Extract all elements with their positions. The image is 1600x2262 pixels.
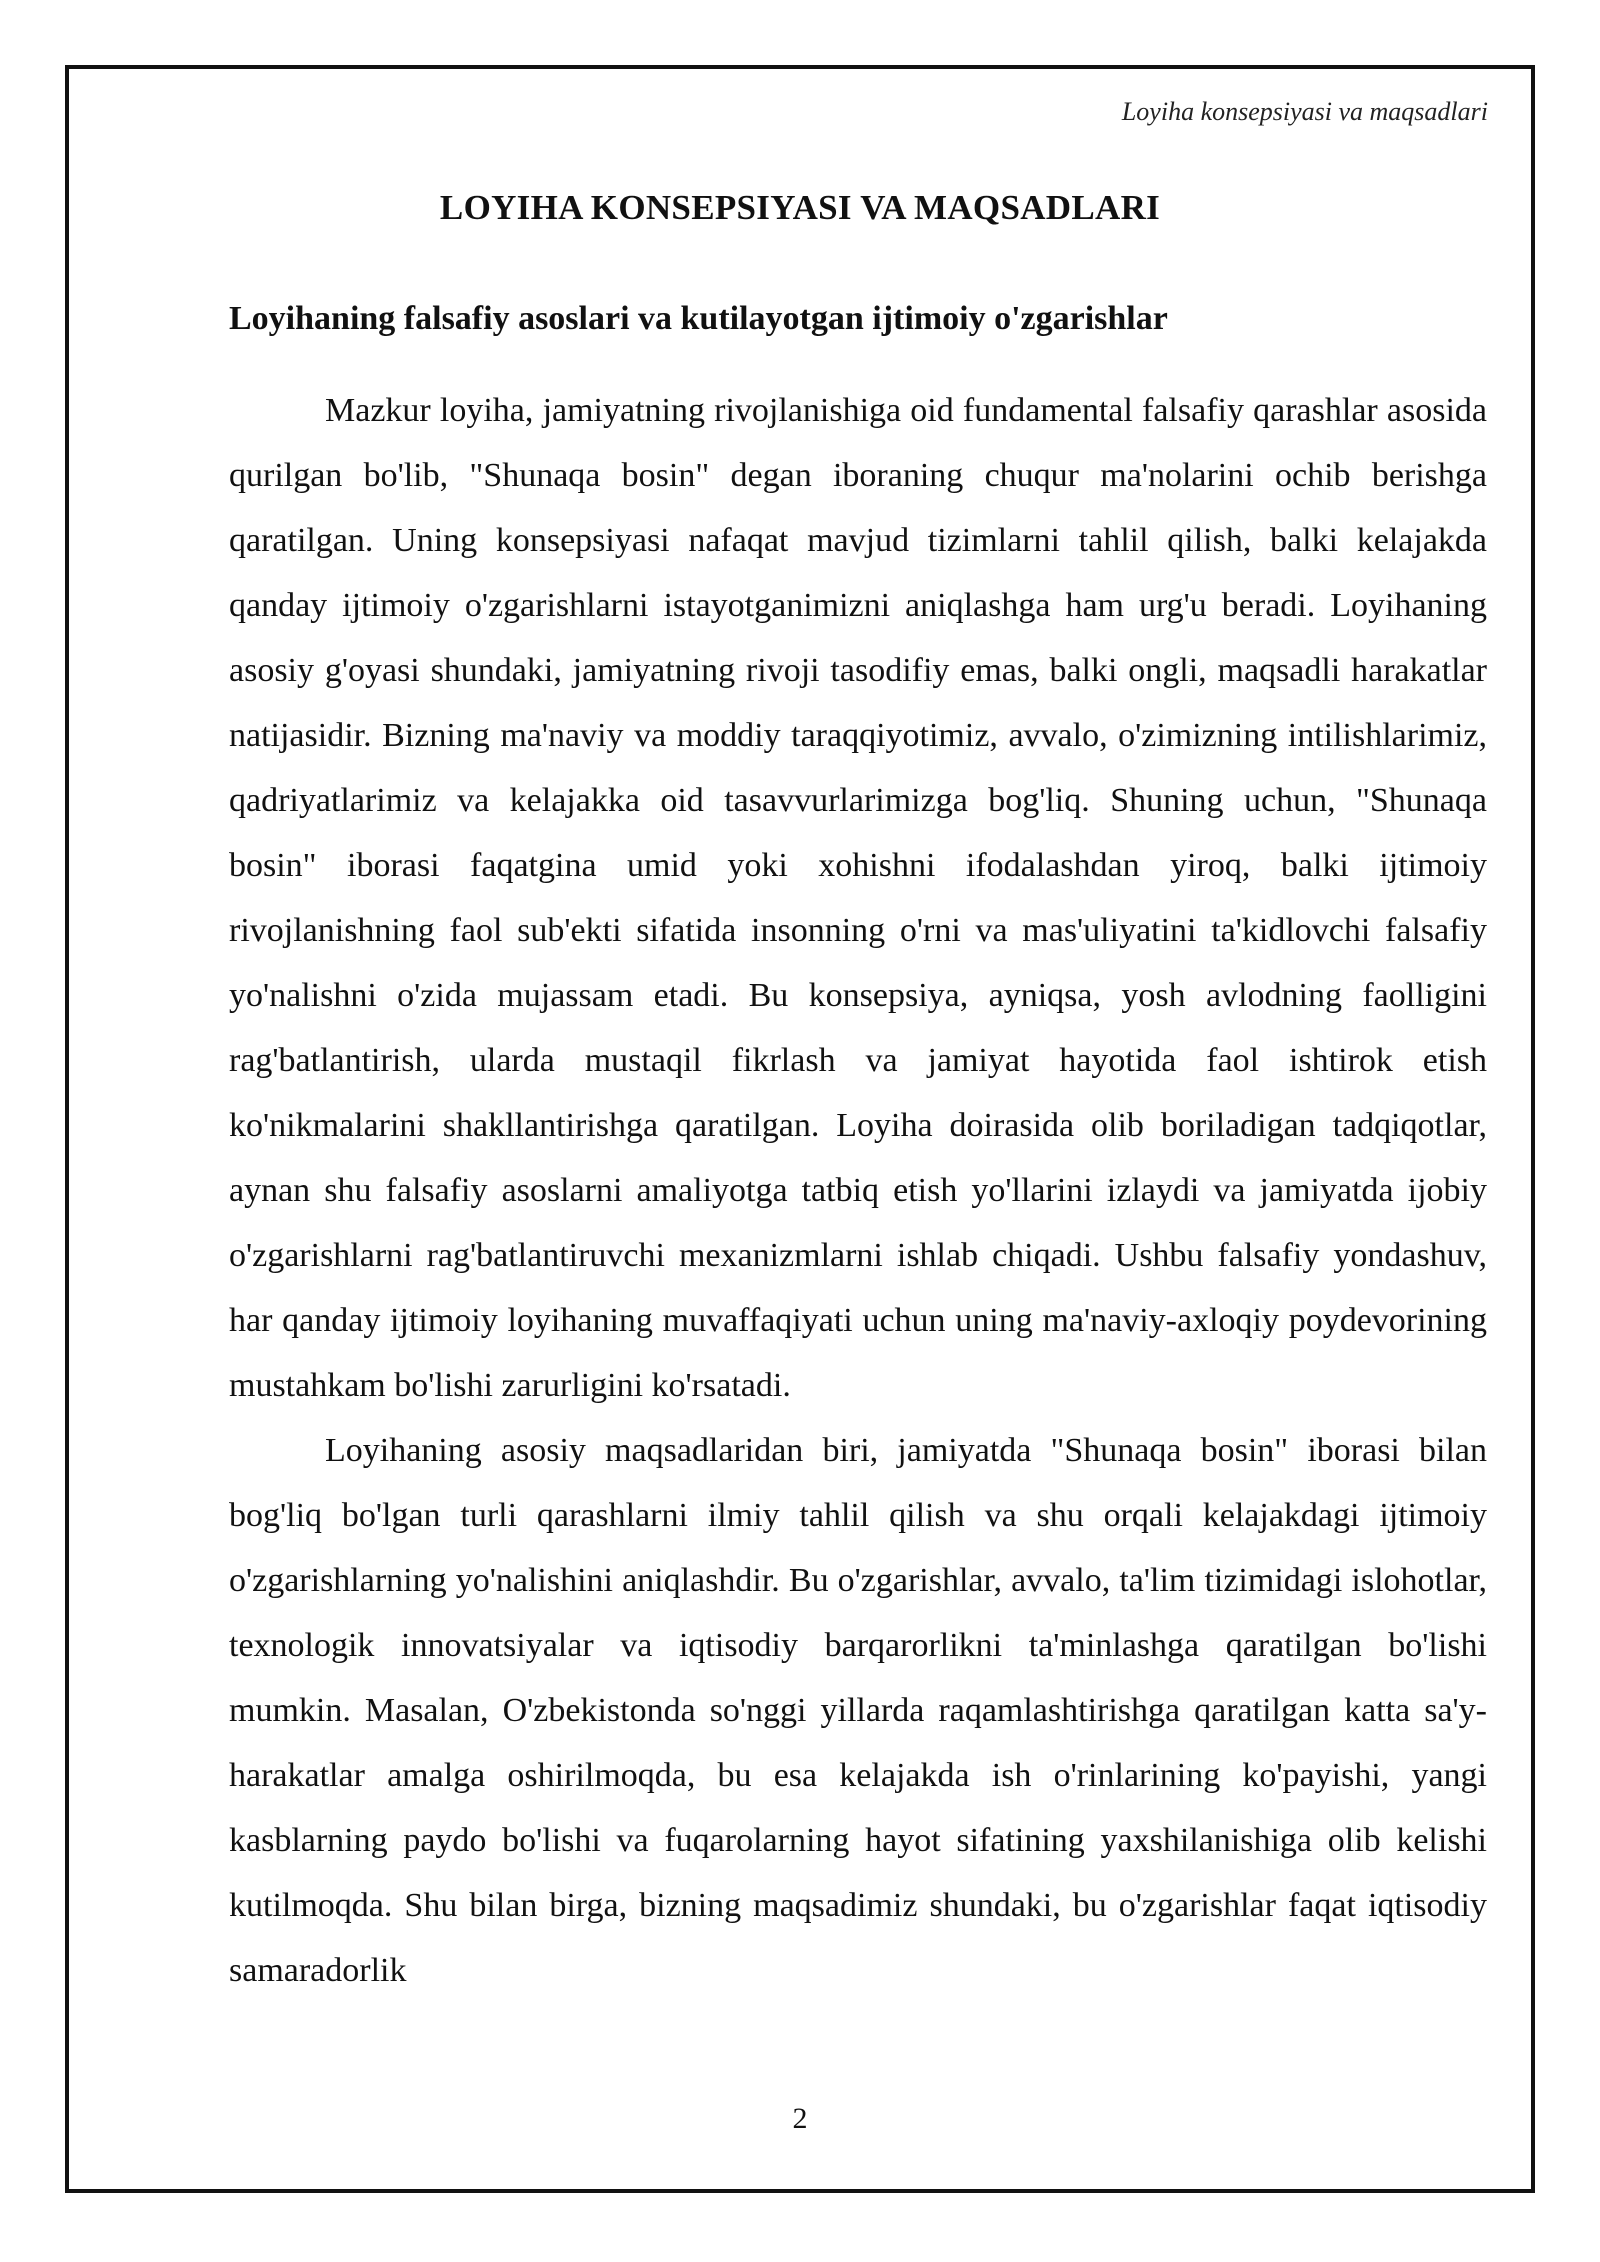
section-heading: Loyihaning falsafiy asoslari va kutilayotgan ijtimoiy o'zgarishlar [229, 300, 1168, 337]
paragraph: Mazkur loyiha, jamiyatning rivojlanishiga oid fundamental falsafiy qarashlar asosida qurilgan bo'lib, "Shunaqa bosin" degan iboraning chuqur ma'nolarini ochib berishga qaratilgan. Uning konsepsiyasi nafaqat mavjud tizimlarni tahlil qilish, balki kelajakda qanday ijtimoiy o'zgarishlarni istayotganimizni aniqlashga ham urg'u beradi. Loyihaning asosiy g'oyasi shundaki, jamiyatning rivoji tasodifiy emas, balki ongli, maqsadli harakatlar natijasidir. Bizning ma'naviy va moddiy taraqqiyotimiz, avvalo, o'zimizning intilishlarimiz, qadriyatlarimiz va kelajakka oid tasavvurlarimizga bog'liq. Shuning uchun, "Shunaqa bosin" iborasi faqatgina umid yoki xohishni ifodalashdan yiroq, balki ijtimoiy rivojlanishning faol sub'ekti sifatida insonning o'rni va mas'uliyatini ta'kidlovchi falsafiy yo'nalishni o'zida mujassam etadi. Bu konsepsiya, ayniqsa, yosh avlodning faolligini rag'batlantirish, ularda mustaqil fikrlash va jamiyat hayotida faol ishtirok etish ko'nikmalarini shakllantirishga qaratilgan. Loyiha doirasida olib boriladigan tadqiqotlar, aynan shu falsafiy asoslarni amaliyotga tatbiq etish yo'llarini izlaydi va jamiyatda ijobiy o'zgarishlarni rag'batlantiruvchi mexanizmlarni ishlab chiqadi. Ushbu falsafiy yondashuv, har qanday ijtimoiy loyihaning muvaffaqiyati uchun uning ma'naviy-axloqiy poydevorining mustahkam bo'lishi zarurligini ko'rsatadi. [229, 392, 1487, 1404]
document-title: LOYIHA KONSEPSIYASI VA MAQSADLARI [439, 188, 1161, 227]
running-header: Loyiha konsepsiyasi va maqsadlari [1121, 97, 1488, 126]
paragraph: Loyihaning asosiy maqsadlaridan biri, jamiyatda "Shunaqa bosin" iborasi bilan bog'liq bo'lgan turli qarashlarni ilmiy tahlil qilish va shu orqali kelajakdagi ijtimoiy o'zgarishlarning yo'nalishini aniqlashdir. Bu o'zgarishlar, avvalo, ta'lim tizimidagi islohotlar, texnologik innovatsiyalar va iqtisodiy barqarorlikni ta'minlashga qaratilgan bo'lishi mumkin. Masalan, O'zbekistonda so'nggi yillarda raqamlashtirishga qaratilgan katta sa'y-harakatlar amalga oshirilmoqda, bu esa kelajakda ish o'rinlarining ko'payishi, yangi kasblarning paydo bo'lishi va fuqarolarning hayot sifatining yaxshilanishiga olib kelishi kutilmoqda. Shu bilan birga, bizning maqsadimiz shundaki, bu o'zgarishlar faqat iqtisodiy samaradorlik [229, 1432, 1487, 1989]
body-text [229, 378, 1487, 2003]
page-number: 2 [792, 2102, 808, 2135]
